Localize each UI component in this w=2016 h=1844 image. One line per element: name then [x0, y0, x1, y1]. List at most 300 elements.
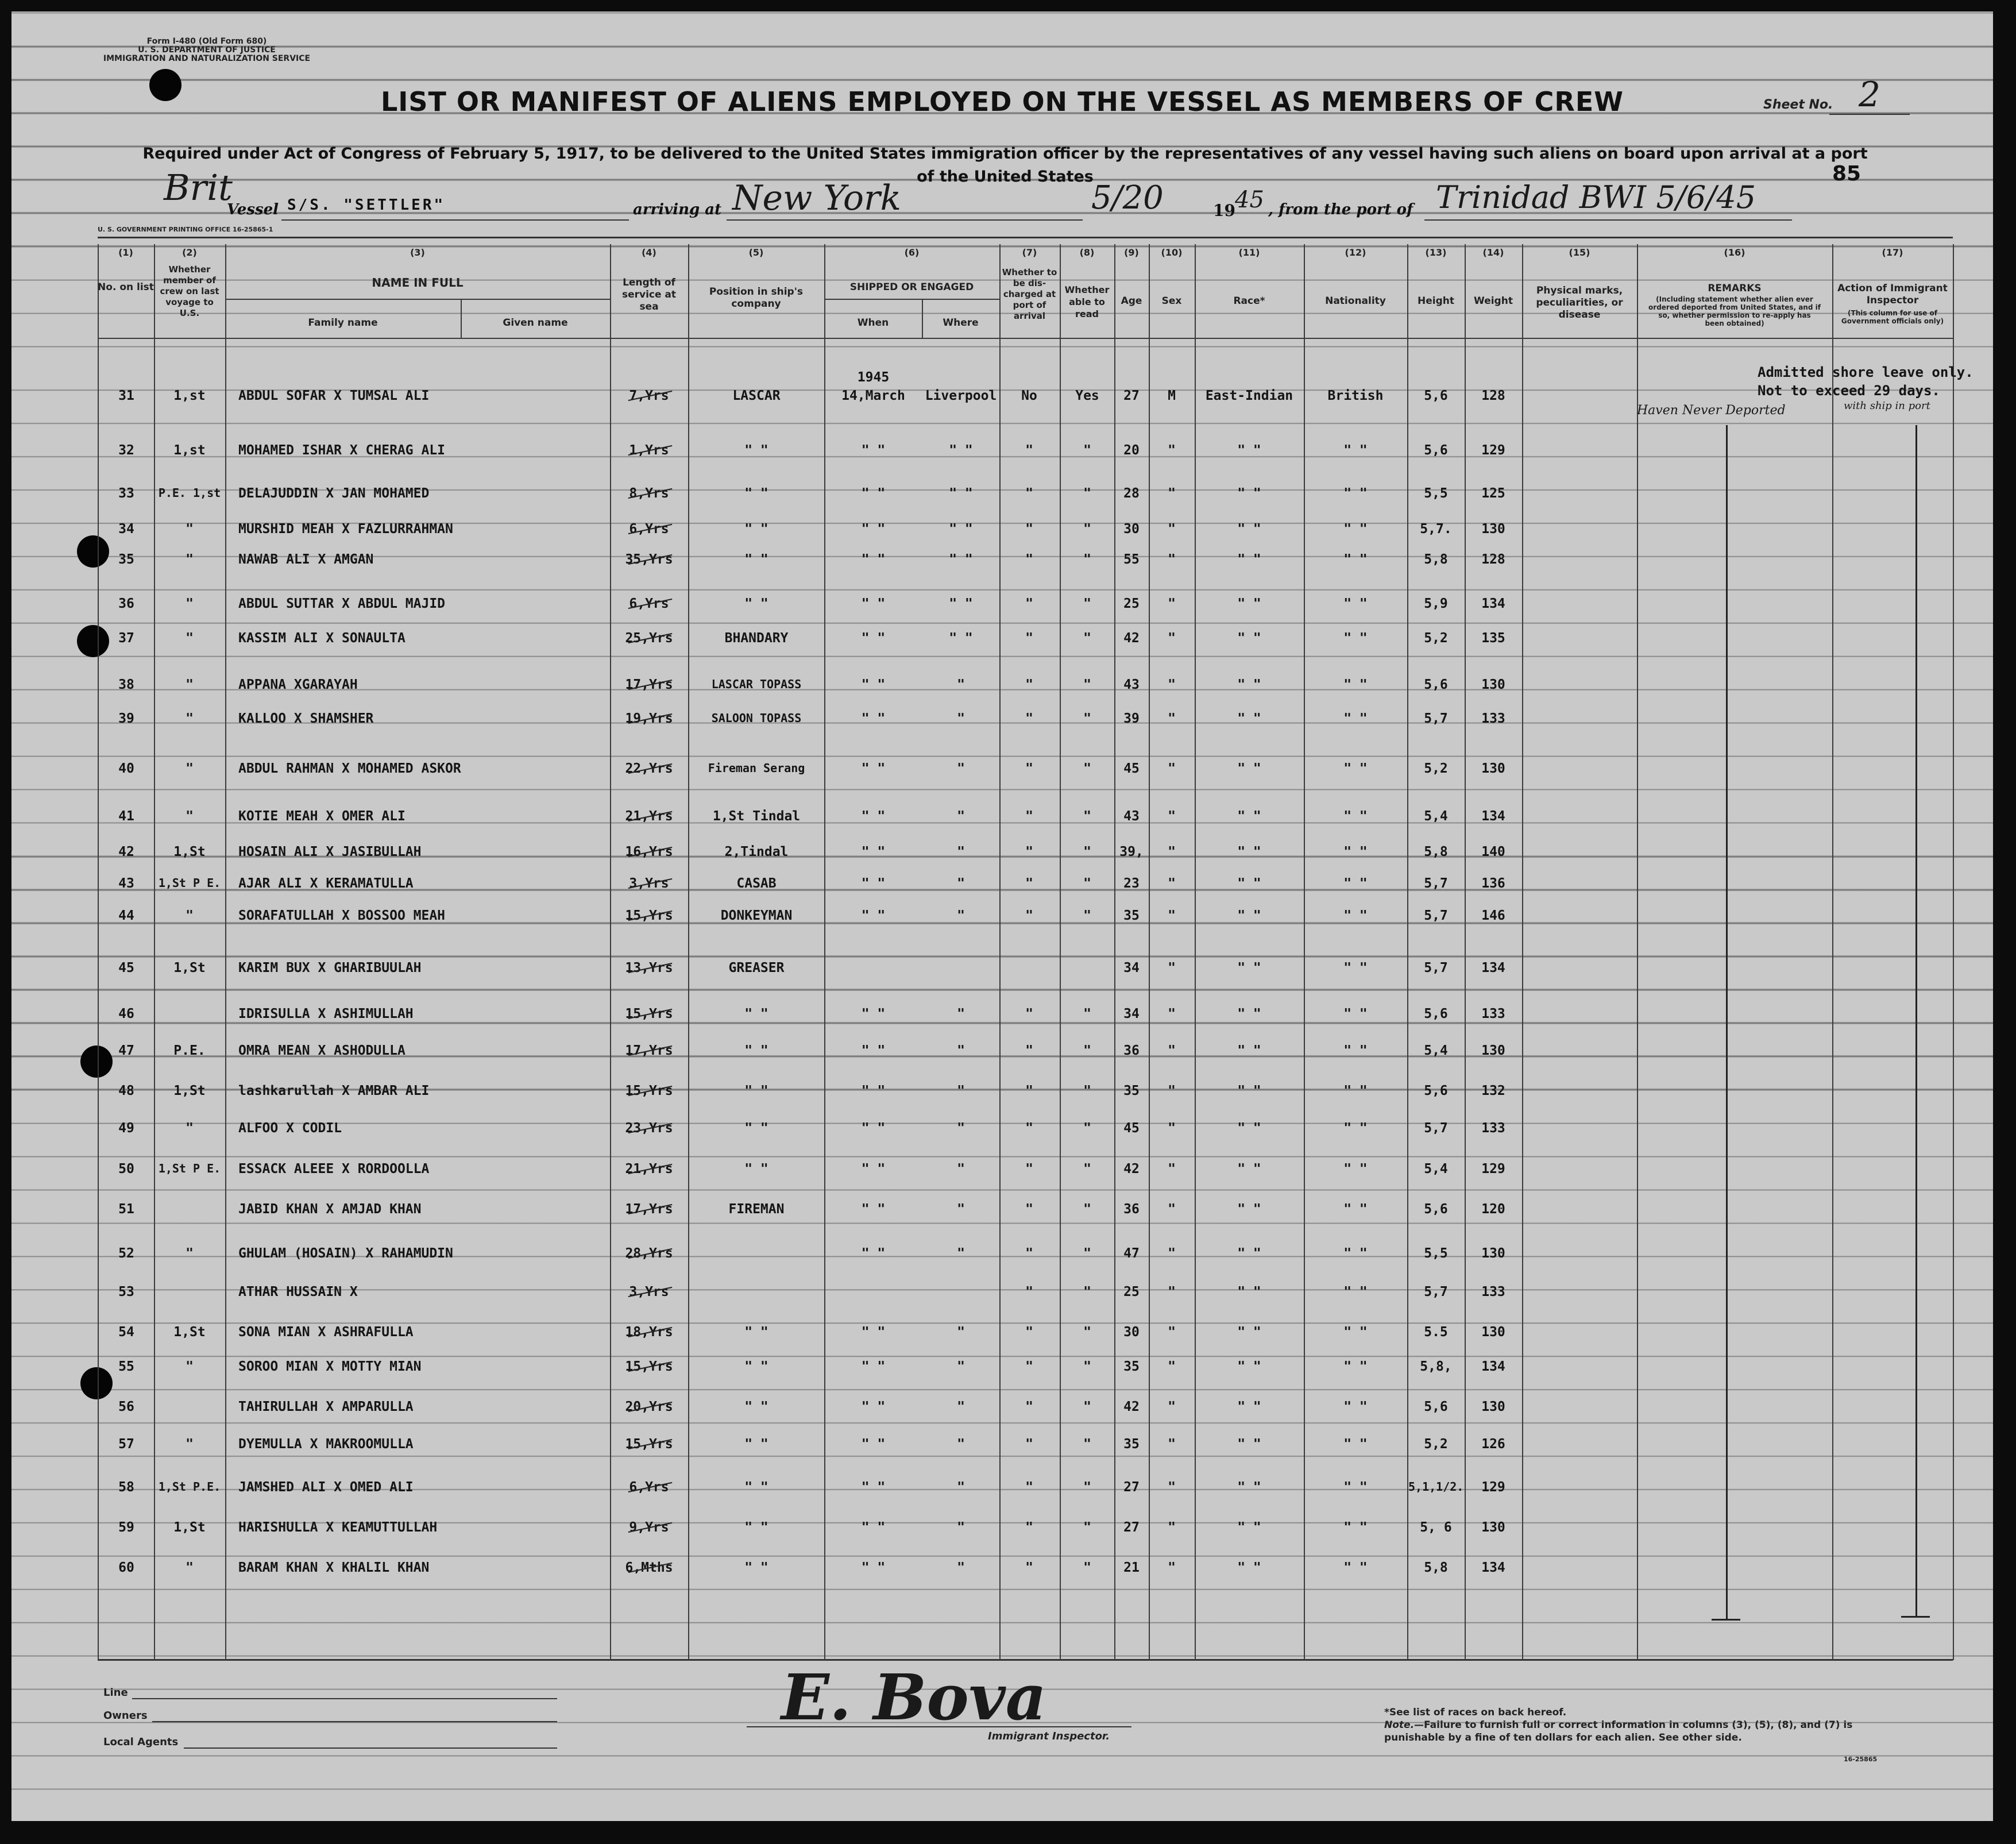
cell-sex: " — [1168, 1162, 1176, 1176]
cell-height: 5,4 — [1424, 809, 1448, 824]
header-inspector-action: Action of Immigrant Inspector — [1837, 283, 1948, 306]
cell-race: " " — [1237, 677, 1261, 692]
cell-read: " — [1083, 596, 1091, 611]
cell-name: HOSAIN ALI X JASIBULLAH — [238, 844, 422, 859]
column-number: (9) — [1124, 247, 1139, 258]
table-row — [11, 957, 1993, 980]
table-row — [11, 593, 1993, 616]
table-row — [11, 1003, 1993, 1026]
cell-read: " — [1083, 1359, 1091, 1374]
cell-discharged: No — [1021, 388, 1037, 403]
cell-discharged: " — [1025, 486, 1033, 501]
cell-where: " — [957, 908, 965, 923]
remarks-handwritten: Haven Never Deported — [1637, 403, 1786, 418]
cell-when: " " — [861, 844, 886, 859]
cell-where: " — [957, 1083, 965, 1098]
column-number: (3) — [410, 247, 425, 258]
cell-service: 8,Yrs — [629, 486, 669, 501]
cell-nationality: " " — [1343, 1520, 1368, 1535]
cell-no: 46 — [118, 1006, 134, 1021]
cell-when: " " — [861, 1202, 886, 1217]
cell-service: 6,Yrs — [629, 522, 669, 537]
cell-service: 25,Yrs — [625, 631, 673, 646]
cell-service: 6,Yrs — [629, 1480, 669, 1495]
cell-position: " " — [744, 1325, 768, 1340]
cell-position: " " — [744, 596, 768, 611]
cell-weight: 132 — [1481, 1083, 1505, 1098]
cell-discharged: " — [1025, 1325, 1033, 1340]
cell-where: " — [957, 1325, 965, 1340]
cell-weight: 133 — [1481, 1121, 1505, 1136]
table-row — [11, 708, 1993, 731]
cell-no: 45 — [118, 960, 134, 975]
cell-service: 22,Yrs — [625, 761, 673, 776]
cell-discharged: " — [1025, 631, 1033, 646]
cell-age: 27 — [1123, 1480, 1140, 1495]
cell-sex: " — [1168, 1246, 1176, 1261]
cell-nationality: " " — [1343, 552, 1368, 567]
cell-position: " " — [744, 1437, 768, 1452]
cell-no: 35 — [118, 552, 134, 567]
table-row — [11, 758, 1993, 781]
cell-service: 16,Yrs — [625, 844, 673, 859]
cell-age: 34 — [1123, 1006, 1140, 1021]
table-row — [11, 1321, 1993, 1344]
cell-when: " " — [861, 1121, 886, 1136]
cell-nationality: " " — [1343, 1480, 1368, 1495]
cell-weight: 130 — [1481, 761, 1505, 776]
cell-service: 15,Yrs — [625, 1437, 673, 1452]
cell-sex: " — [1168, 1437, 1176, 1452]
cell-last-voyage: " — [186, 809, 194, 824]
cell-read: " — [1083, 522, 1091, 537]
cell-nationality: " " — [1343, 711, 1368, 726]
arriving-port: New York — [732, 178, 901, 218]
cell-where: " " — [949, 596, 973, 611]
header-nationality: Nationality — [1325, 295, 1386, 307]
cell-discharged: " — [1025, 677, 1033, 692]
cell-weight: 130 — [1481, 1325, 1505, 1340]
cell-last-voyage: 1,St — [173, 1520, 206, 1535]
cell-read: " — [1083, 1480, 1091, 1495]
cell-weight: 135 — [1481, 631, 1505, 646]
cell-discharged: " — [1025, 1121, 1033, 1136]
cell-sex: " — [1168, 809, 1176, 824]
cell-nationality: " " — [1343, 443, 1368, 458]
cell-service: 15,Yrs — [625, 908, 673, 923]
cell-race: " " — [1237, 1399, 1261, 1414]
header-last-voyage: Whether member of crew on last voyage to U.S. — [160, 264, 219, 318]
cell-nationality: " " — [1343, 486, 1368, 501]
cell-last-voyage: " — [186, 631, 194, 646]
table-row — [11, 674, 1993, 697]
cell-age: 39, — [1119, 844, 1144, 859]
cell-read: " — [1083, 1437, 1091, 1452]
cell-position: LASCAR — [732, 388, 781, 403]
header-position: Position in ship's company — [709, 286, 804, 310]
footer-line-field — [132, 1698, 557, 1699]
cell-height: 5,8 — [1424, 844, 1448, 859]
cell-discharged: " — [1025, 1202, 1033, 1217]
signature-line — [747, 1726, 1131, 1727]
cell-last-voyage: 1,St — [173, 844, 206, 859]
cell-read: " — [1083, 1284, 1091, 1299]
cell-when: " " — [861, 809, 886, 824]
cell-service: 13,Yrs — [625, 960, 673, 975]
cell-no: 50 — [118, 1162, 134, 1176]
cell-position: " " — [744, 522, 768, 537]
cell-age: 35 — [1123, 1359, 1140, 1374]
vessel-label: Vessel — [227, 201, 279, 218]
cell-name: SONA MIAN X ASHRAFULLA — [238, 1325, 414, 1340]
cell-name: KOTIE MEAH X OMER ALI — [238, 809, 405, 824]
document-subtitle: Required under Act of Congress of February 5, 1917, to be delivered to the United States immigration officer by the representatives of any vessel having such aliens on board upon arrival at a port of the United States — [142, 145, 1868, 186]
cell-last-voyage: " — [186, 908, 194, 923]
cell-age: 36 — [1123, 1202, 1140, 1217]
column-number: (14) — [1482, 247, 1504, 258]
cell-no: 37 — [118, 631, 134, 646]
cell-name: SOROO MIAN X MOTTY MIAN — [238, 1359, 422, 1374]
cell-age: 28 — [1123, 486, 1140, 501]
cell-service: 17,Yrs — [625, 1202, 673, 1217]
cell-when: " " — [861, 1560, 886, 1575]
cell-position: " " — [744, 1399, 768, 1414]
cell-sex: " — [1168, 486, 1176, 501]
cell-no: 52 — [118, 1246, 134, 1261]
cell-name: ATHAR HUSSAIN X — [238, 1284, 358, 1299]
cell-weight: 130 — [1481, 1520, 1505, 1535]
cell-discharged: " — [1025, 522, 1033, 537]
cell-service: 15,Yrs — [625, 1083, 673, 1098]
cell-no: 31 — [118, 388, 134, 403]
cell-no: 38 — [118, 677, 134, 692]
races-note: *See list of races on back hereof. — [1384, 1707, 1567, 1718]
cell-when: " " — [861, 761, 886, 776]
cell-race: " " — [1237, 1480, 1261, 1495]
cell-age: 30 — [1123, 522, 1140, 537]
cell-read: " — [1083, 1560, 1091, 1575]
cell-weight: 128 — [1481, 552, 1505, 567]
cell-age: 55 — [1123, 552, 1140, 567]
cell-age: 43 — [1123, 809, 1140, 824]
cell-last-voyage: " — [186, 1560, 194, 1575]
cell-discharged: " — [1025, 1560, 1033, 1575]
header-shipped-or-engaged: SHIPPED OR ENGAGED — [849, 281, 974, 293]
cell-race: " " — [1237, 1560, 1261, 1575]
cell-race: " " — [1237, 1359, 1261, 1374]
cell-where: " — [957, 677, 965, 692]
cell-service: 21,Yrs — [625, 809, 673, 824]
ditto-line-remarks-end — [1712, 1619, 1740, 1621]
column-number: (11) — [1238, 247, 1260, 258]
cell-position: GREASER — [728, 960, 785, 975]
cell-position: SALOON TOPASS — [711, 711, 802, 725]
cell-read: " — [1083, 908, 1091, 923]
cell-when: " " — [861, 677, 886, 692]
shipped-subheader-line — [824, 299, 999, 300]
table-row — [11, 1040, 1993, 1063]
cell-nationality: " " — [1343, 1560, 1368, 1575]
cell-no: 43 — [118, 876, 134, 891]
cell-height: 5,8, — [1420, 1359, 1452, 1374]
cell-last-voyage: 1,St — [173, 1083, 206, 1098]
cell-nationality: " " — [1343, 1083, 1368, 1098]
column-number: (5) — [748, 247, 764, 258]
cell-sex: " — [1168, 1520, 1176, 1535]
cell-service: 28,Yrs — [625, 1246, 673, 1261]
cell-sex: " — [1168, 908, 1176, 923]
cell-service: 23,Yrs — [625, 1121, 673, 1136]
sheet-number-value: 2 — [1858, 75, 1881, 115]
cell-read: " — [1083, 761, 1091, 776]
document-title: LIST OR MANIFEST OF ALIENS EMPLOYED ON THE VESSEL AS MEMBERS OF CREW — [380, 86, 1624, 117]
cell-nationality: " " — [1343, 1325, 1368, 1340]
note-label: Note. — [1384, 1719, 1415, 1731]
cell-discharged: " — [1025, 1437, 1033, 1452]
cell-name: ABDUL SUTTAR X ABDUL MAJID — [238, 596, 446, 611]
cell-weight: 133 — [1481, 1284, 1505, 1299]
header-weight: Weight — [1474, 295, 1513, 307]
cell-weight: 133 — [1481, 1006, 1505, 1021]
cell-race: " " — [1237, 711, 1261, 726]
table-row — [11, 1356, 1993, 1379]
cell-last-voyage: " — [186, 677, 194, 692]
cell-height: 5,6 — [1424, 388, 1448, 403]
cell-when-year: 1945 — [857, 370, 890, 385]
cell-where: " — [957, 1399, 965, 1414]
cell-weight: 125 — [1481, 486, 1505, 501]
cell-name: OMRA MEAN X ASHODULLA — [238, 1043, 405, 1058]
cell-name: SORAFATULLAH X BOSSOO MEAH — [238, 908, 446, 923]
cell-read: " — [1083, 1325, 1091, 1340]
cell-age: 35 — [1123, 908, 1140, 923]
cell-name: lashkarullah X AMBAR ALI — [238, 1083, 430, 1098]
cell-discharged: " — [1025, 552, 1033, 567]
cell-service: 18,Yrs — [625, 1325, 673, 1340]
cell-nationality: " " — [1343, 761, 1368, 776]
cell-race: " " — [1237, 1121, 1261, 1136]
cell-when: 14,March — [841, 388, 905, 403]
table-row — [11, 627, 1993, 650]
cell-race: " " — [1237, 1437, 1261, 1452]
sheet-number-label: Sheet No. — [1763, 98, 1833, 112]
cell-when: " " — [861, 876, 886, 891]
cell-no: 32 — [118, 443, 134, 458]
header-height: Height — [1418, 295, 1454, 307]
cell-service: 1,Yrs — [629, 443, 669, 458]
cell-name: JABID KHAN X AMJAD KHAN — [238, 1202, 422, 1217]
cell-discharged: " — [1025, 711, 1033, 726]
header-able-to-read: Whether able to read — [1064, 284, 1110, 319]
cell-name: MURSHID MEAH X FAZLURRAHMAN — [238, 522, 453, 537]
table-row — [11, 805, 1993, 828]
cell-name: KALLOO X SHAMSHER — [238, 711, 374, 726]
header-age: Age — [1121, 295, 1142, 307]
cell-last-voyage: " — [186, 1246, 194, 1261]
column-number: (17) — [1882, 247, 1903, 258]
cell-discharged: " — [1025, 1162, 1033, 1176]
cell-age: 47 — [1123, 1246, 1140, 1261]
cell-position: LASCAR TOPASS — [711, 677, 802, 691]
table-row — [11, 1433, 1993, 1456]
cell-age: 21 — [1123, 1560, 1140, 1575]
cell-nationality: " " — [1343, 631, 1368, 646]
cell-where: " — [957, 1480, 965, 1495]
cell-height: 5,8 — [1424, 1560, 1448, 1575]
table-row — [11, 905, 1993, 928]
printing-office: U. S. GOVERNMENT PRINTING OFFICE 16-25865-1 — [98, 226, 273, 233]
cell-service: 3,Yrs — [629, 876, 669, 891]
cell-when: " " — [861, 908, 886, 923]
cell-height: 5,1,1/2. — [1408, 1480, 1464, 1494]
cell-no: 44 — [118, 908, 134, 923]
inspector-handwritten: with ship in port — [1844, 400, 1930, 412]
cell-last-voyage: 1,St P.E. — [158, 1480, 221, 1494]
cell-name: DELAJUDDIN X JAN MOHAMED — [238, 486, 430, 501]
cell-height: 5,7 — [1424, 876, 1448, 891]
cell-where: " " — [949, 522, 973, 537]
cell-height: 5,7 — [1424, 1284, 1448, 1299]
cell-race: " " — [1237, 809, 1261, 824]
cell-position: " " — [744, 552, 768, 567]
cell-weight: 134 — [1481, 809, 1505, 824]
table-top-border — [98, 237, 1953, 238]
table-row — [11, 439, 1993, 462]
cell-age: 34 — [1123, 960, 1140, 975]
form-code: 16-25865 — [1844, 1756, 1878, 1763]
cell-where: " — [957, 1437, 965, 1452]
cell-when: " " — [861, 1399, 886, 1414]
cell-discharged: " — [1025, 1043, 1033, 1058]
cell-name: ALFOO X CODIL — [238, 1121, 342, 1136]
cell-nationality: " " — [1343, 844, 1368, 859]
cell-weight: 129 — [1481, 443, 1505, 458]
cell-sex: " — [1168, 1560, 1176, 1575]
cell-no: 36 — [118, 596, 134, 611]
cell-last-voyage: 1,st — [173, 388, 206, 403]
vessel-name-line — [281, 219, 629, 221]
cell-discharged: " — [1025, 844, 1033, 859]
cell-weight: 134 — [1481, 1560, 1505, 1575]
column-number: (15) — [1569, 247, 1590, 258]
cell-sex: " — [1168, 522, 1176, 537]
year-suffix: 45 — [1235, 187, 1264, 213]
cell-weight: 146 — [1481, 908, 1505, 923]
cell-no: 53 — [118, 1284, 134, 1299]
cell-age: 36 — [1123, 1043, 1140, 1058]
cell-read: " — [1083, 876, 1091, 891]
ditto-line-action-end — [1901, 1616, 1930, 1618]
cell-no: 47 — [118, 1043, 134, 1058]
cell-where: " — [957, 1121, 965, 1136]
cell-read: " — [1083, 552, 1091, 567]
cell-when: " " — [861, 1520, 886, 1535]
cell-nationality: " " — [1343, 1043, 1368, 1058]
column-number: (16) — [1724, 247, 1745, 258]
cell-last-voyage: 1,St P E. — [158, 1162, 221, 1175]
cell-race: " " — [1237, 1083, 1261, 1098]
cell-read: " — [1083, 443, 1091, 458]
cell-position: Fireman Serang — [708, 761, 805, 775]
cell-when: " " — [861, 1437, 886, 1452]
cell-when: " " — [861, 486, 886, 501]
cell-read: " — [1083, 844, 1091, 859]
cell-read: " — [1083, 486, 1091, 501]
cell-race: " " — [1237, 908, 1261, 923]
cell-where: " — [957, 876, 965, 891]
cell-name: KASSIM ALI X SONAULTA — [238, 631, 405, 646]
vessel-flag: Brit — [164, 167, 233, 209]
cell-position: " " — [744, 1162, 768, 1176]
cell-name: NAWAB ALI X AMGAN — [238, 552, 374, 567]
cell-where: " — [957, 1162, 965, 1176]
cell-race: " " — [1237, 486, 1261, 501]
cell-last-voyage: " — [186, 552, 194, 567]
page-number: 85 — [1832, 162, 1861, 186]
cell-nationality: " " — [1343, 1437, 1368, 1452]
cell-position: " " — [744, 1560, 768, 1575]
cell-discharged: " — [1025, 761, 1033, 776]
cell-height: 5,4 — [1424, 1162, 1448, 1176]
cell-no: 58 — [118, 1480, 134, 1495]
cell-name: IDRISULLA X ASHIMULLAH — [238, 1006, 414, 1021]
cell-discharged: " — [1025, 443, 1033, 458]
cell-age: 35 — [1123, 1083, 1140, 1098]
cell-nationality: " " — [1343, 1284, 1368, 1299]
cell-read: " — [1083, 1202, 1091, 1217]
cell-sex: " — [1168, 1284, 1176, 1299]
cell-position: " " — [744, 1121, 768, 1136]
cell-when: " " — [861, 1325, 886, 1340]
header-where: Where — [943, 317, 979, 329]
cell-height: 5.5 — [1424, 1325, 1448, 1340]
cell-weight: 134 — [1481, 960, 1505, 975]
column-number: (10) — [1161, 247, 1183, 258]
cell-weight: 133 — [1481, 711, 1505, 726]
from-port-label: , from the port of — [1268, 201, 1413, 218]
cell-race: " " — [1237, 631, 1261, 646]
cell-nationality: " " — [1343, 1359, 1368, 1374]
cell-no: 42 — [118, 844, 134, 859]
header-race: Race* — [1233, 295, 1265, 307]
cell-race: " " — [1237, 876, 1261, 891]
cell-sex: " — [1168, 596, 1176, 611]
cell-race: " " — [1237, 552, 1261, 567]
footer-owners-label: Owners — [103, 1710, 148, 1722]
cell-nationality: " " — [1343, 809, 1368, 824]
column-number: (4) — [642, 247, 656, 258]
header-discharged: Whether to be dis-charged at port of arrival — [1002, 267, 1057, 321]
form-identifier: Form I-480 (Old Form 680) U. S. DEPARTMENT OF JUSTICE IMMIGRATION AND NATURALIZATION SERVICE — [103, 37, 311, 63]
cell-discharged: " — [1025, 1006, 1033, 1021]
cell-where: Liverpool — [925, 388, 997, 403]
cell-service: 3,Yrs — [629, 1284, 669, 1299]
cell-last-voyage: " — [186, 1121, 194, 1136]
cell-no: 55 — [118, 1359, 134, 1374]
cell-sex: " — [1168, 1083, 1176, 1098]
remarks-typed-line2: Not to exceed 29 days. — [1758, 383, 1940, 399]
cell-when: " " — [861, 711, 886, 726]
cell-last-voyage: " — [186, 1437, 194, 1452]
cell-where: " " — [949, 552, 973, 567]
cell-age: 45 — [1123, 1121, 1140, 1136]
cell-height: 5,6 — [1424, 677, 1448, 692]
cell-race: " " — [1237, 596, 1261, 611]
cell-where: " — [957, 809, 965, 824]
cell-when: " " — [861, 1480, 886, 1495]
cell-age: 25 — [1123, 596, 1140, 611]
cell-name: BARAM KHAN X KHALIL KHAN — [238, 1560, 430, 1575]
